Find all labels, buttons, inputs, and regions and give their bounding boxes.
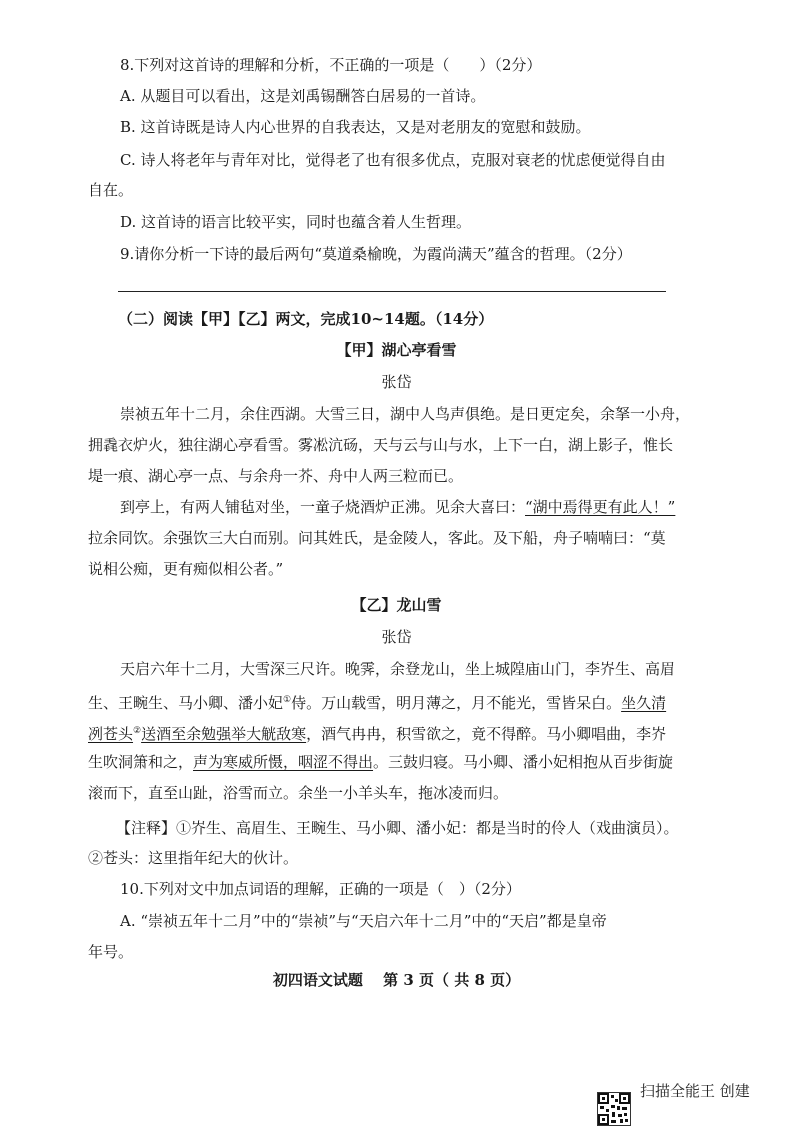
yi-line4 [88,752,673,772]
q8-option-c-line1: C. 诗人将老年与青年对比，觉得老了也有很多优点，克服对衰老的忧虑便觉得自由 [120,151,666,169]
scanner-brand-label: 扫描全能王 创建 [640,1082,750,1100]
q8-option-b: B. 这首诗既是诗人内心世界的自我表达，又是对老朋友的宽慰和鼓励。 [120,118,591,136]
q8-option-d: D. 这首诗的语言比较平实，同时也蕴含着人生哲理。 [120,213,472,231]
yi-line5: 滚而下，直至山趾，浴雪而立。余坐一小羊头车，拖冰凌而归。 [88,784,509,802]
q10-option-a-line1: A. “崇祯五年十二月”中的“崇祯”与“天启六年十二月”中的“天启”都是皇帝 [120,912,607,930]
yi-underlined-sentence-1-start: 坐久清 [621,694,667,712]
q8-stem: 8.下列对这首诗的理解和分析，不正确的一项是（ ）（2分） [120,56,542,74]
yi-underlined-sentence-1-b: 送酒至余勉强举大觥敌寒 [141,725,307,743]
yi-line3 [88,721,666,744]
yi-title: 【乙】龙山雪 [351,596,442,614]
q10-option-a-line2: 年号。 [88,943,134,961]
jia-paragraph1-line2: 拥毳衣炉火，独往湖心亭看雪。雾凇沆砀，天与云与山与水，上下一白，湖上影子，惟长 [88,436,674,454]
notes-line2: ②苍头：这里指年纪大的伙计。 [88,849,299,867]
q8-option-c-line2: 自在。 [88,181,134,199]
yi-underlined-sentence-1-a: 冽苍头 [88,725,134,743]
q8-option-a: A. 从题目可以看出，这是刘禹锡酬答白居易的一首诗。 [120,87,486,105]
jia-paragraph1-line3: 堤一痕、湖心亭一点、与余舟一芥、舟中人两三粒而已。 [88,467,464,485]
yi-line2-text-a: 生、王畹生、马小卿、潘小妃 [88,694,284,712]
qr-code-icon [597,1092,631,1126]
q10-stem: 10.下列对文中加点词语的理解，正确的一项是（ ）（2分） [120,880,521,898]
yi-underlined-sentence-2: 声为寒威所慑，咽涩不得出 [193,753,374,771]
yi-author: 张岱 [381,628,412,646]
jia-paragraph2-line3: 说相公痴，更有痴似相公者。” [88,560,284,578]
jia-underlined-quote: “湖中焉得更有此人！” [525,498,676,516]
yi-line4-text-a: 生吹洞箫和之， [88,753,194,771]
jia-title: 【甲】湖心亭看雪 [336,341,457,359]
page-footer: 初四语文试题 第 3 页（ 共 8 页） [272,971,521,989]
yi-line3-text: ，酒气冉冉，积雪欲之，竟不得醉。马小卿唱曲，李岕 [306,725,667,743]
q9-stem: 9.请你分析一下诗的最后两句“莫道桑榆晚，为霞尚满天”蕴含的哲理。（2分） [120,245,632,263]
section2-heading: （二）阅读【甲】【乙】两文，完成10~14题。（14分） [118,310,494,328]
jia-paragraph2-line2: 拉余同饮。余强饮三大白而别。问其姓氏，是金陵人，客此。及下船，舟子喃喃曰：“莫 [88,529,666,547]
yi-line2-text-b: 侍。万山载雪，明月薄之，月不能光，雪皆呆白。 [291,694,622,712]
q9-answer-line [118,291,666,292]
jia-author: 张岱 [381,373,412,391]
yi-line1: 天启六年十二月，大雪深三尺许。晚霁，余登龙山，坐上城隍庙山门，李岕生、高眉 [120,660,676,678]
footnote-marker-2: ② [133,726,142,736]
jia-paragraph2-line1 [120,497,675,517]
notes-line1: 【注释】①岕生、高眉生、王畹生、马小卿、潘小妃：都是当时的伶人（戏曲演员）。 [116,819,679,837]
yi-line2 [88,690,666,713]
jia-paragraph2-line1-text: 到亭上，有两人铺毡对坐，一童子烧酒炉正沸。见余大喜曰： [120,498,526,516]
jia-paragraph1-line1: 崇祯五年十二月，余住西湖。大雪三日，湖中人鸟声俱绝。是日更定矣，余拏一小舟， [120,405,691,423]
footnote-marker-1: ① [283,695,292,705]
yi-line4-text-b: 。三鼓归寝。马小卿、潘小妃相抱从百步街旋 [373,753,674,771]
